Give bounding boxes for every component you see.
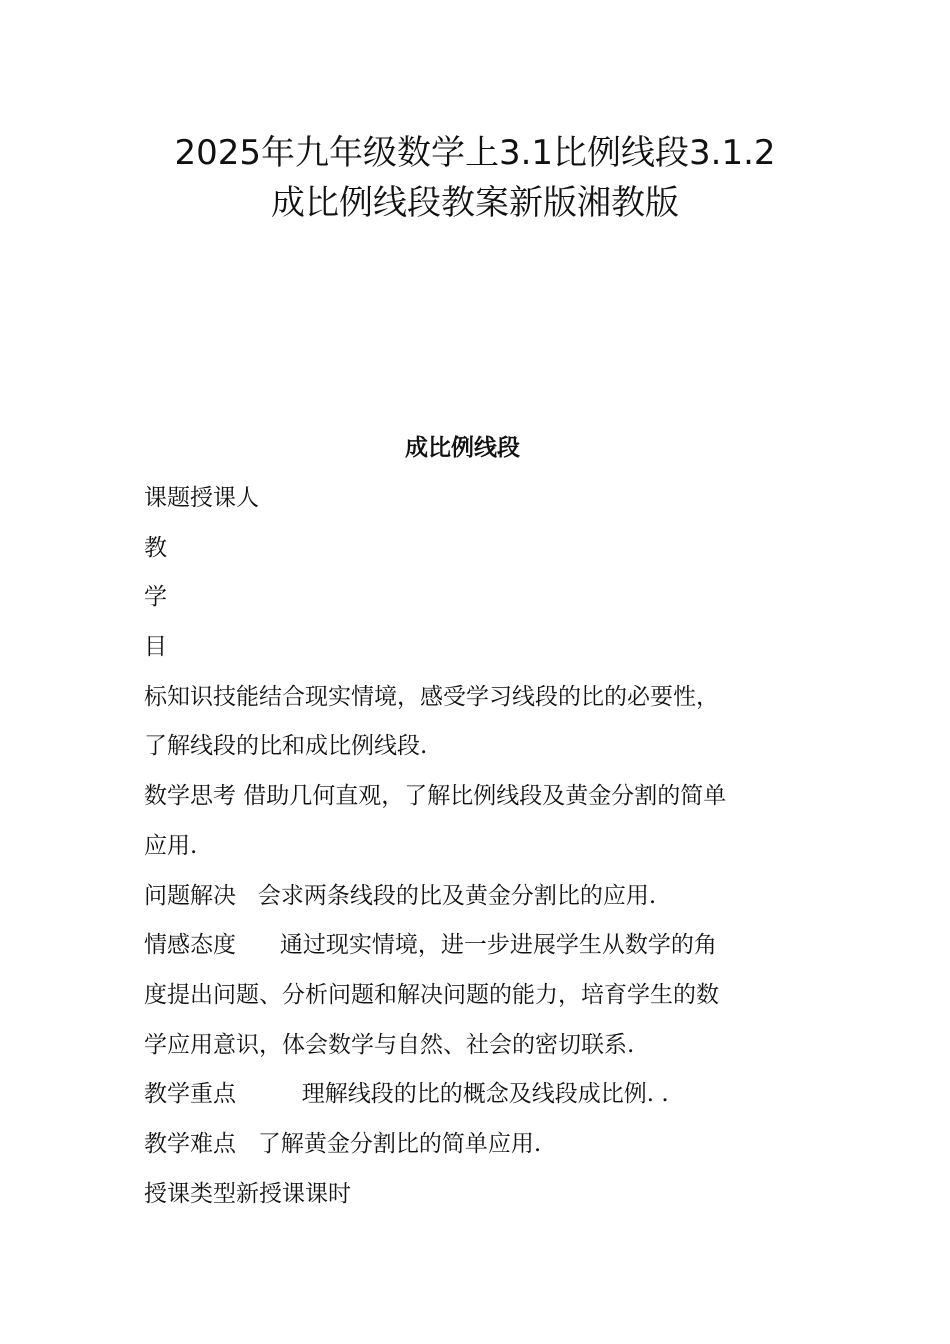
section-heading: 成比例线段 <box>405 434 520 461</box>
document-title-line-2: 成比例线段教案新版湘教版 <box>271 183 679 223</box>
text-line: 数学思考 借助几何直观，了解比例线段及黄金分割的简单 <box>144 783 727 810</box>
document-title-line-1: 2025年九年级数学上3.1比例线段3.1.2 <box>174 133 776 173</box>
text-line: 学 <box>144 584 167 611</box>
text-line: 问题解决 会求两条线段的比及黄金分割比的应用. <box>144 882 657 909</box>
document-title <box>0 128 950 228</box>
text-line: 度提出问题、分析问题和解决问题的能力，培育学生的数 <box>144 981 719 1008</box>
text-line: 教 <box>144 534 167 561</box>
text-line: 授课类型新授课课时 <box>144 1180 351 1207</box>
text-line: 标知识技能结合现实情境，感受学习线段的比的必要性， <box>144 683 719 710</box>
text-line: 教学难点 了解黄金分割比的简单应用. <box>144 1130 542 1157</box>
text-line: 应用. <box>144 832 198 859</box>
text-line: 了解线段的比和成比例线段. <box>144 733 428 760</box>
text-line: 课题授课人 <box>144 485 259 511</box>
body-text <box>144 482 824 1227</box>
text-line: 情感态度 通过现实情境，进一步进展学生从数学的角 <box>144 932 717 959</box>
text-line: 教学重点 理解线段的比的概念及线段成比例. . <box>144 1081 669 1108</box>
text-line: 目 <box>144 634 167 661</box>
text-line: 学应用意识，体会数学与自然、社会的密切联系. <box>144 1031 635 1058</box>
